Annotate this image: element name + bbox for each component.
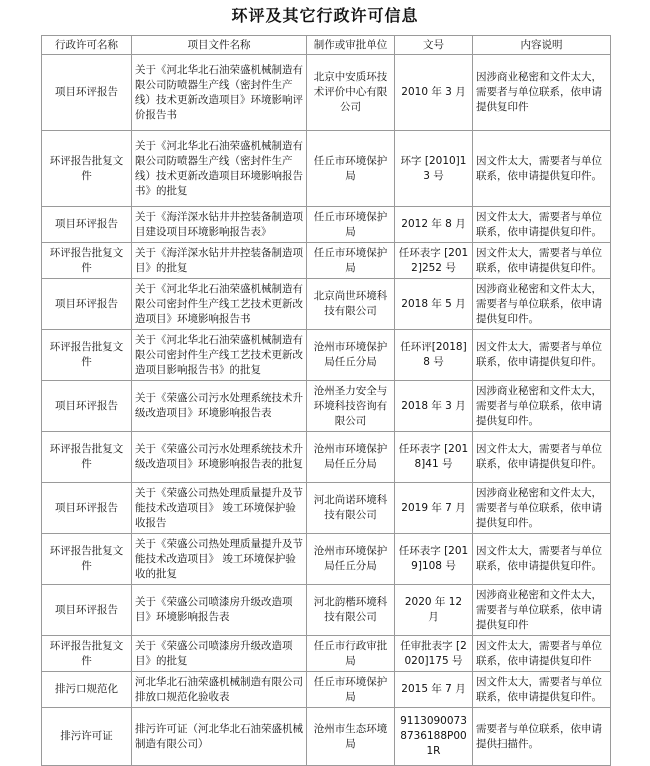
header-issuing-unit: 制作或审批单位 (307, 36, 395, 55)
project-file-cell: 关于《河北华北石油荣盛机械制造有限公司防喷器生产线（密封件生产线）技术更新改造项目》环境影响评价报告书 (132, 55, 307, 131)
issuing-unit-cell: 河北韵楷环境科技有限公司 (307, 585, 395, 636)
content-note-cell: 因涉商业秘密和文件太大，需要者与单位联系，依申请提供复印件。 (473, 279, 611, 330)
table-row (42, 708, 611, 766)
project-file-cell: 关于《河北华北石油荣盛机械制造有限公司防喷器生产线（密封件生产线）技术更新改造项目环境影响报告书》的批复 (132, 131, 307, 207)
header-permit-name: 行政许可名称 (42, 36, 132, 55)
document-number-cell: 任环评[2018]8 号 (395, 330, 473, 381)
project-file-cell: 关于《荣盛公司污水处理系统技术升级改造项目》环境影响报告表 (132, 381, 307, 432)
document-number-cell: 91130900738736188P001R (395, 708, 473, 766)
permit-name-cell: 排污许可证 (42, 708, 132, 766)
table-row (42, 55, 611, 131)
issuing-unit-cell: 河北尚诺环境科技有限公司 (307, 483, 395, 534)
content-note-cell: 因文件太大，需要者与单位联系，依申请提供复印件。 (473, 534, 611, 585)
table-row (42, 636, 611, 672)
header-content-note: 内容说明 (473, 36, 611, 55)
document-number-cell: 2012 年 8 月 (395, 207, 473, 243)
permit-table (41, 35, 611, 766)
table-row (42, 381, 611, 432)
content-note-cell: 因文件太大，需要者与单位联系，依申请提供复印件。 (473, 131, 611, 207)
permit-name-cell: 项目环评报告 (42, 55, 132, 131)
permit-name-cell: 环评报告批复文件 (42, 534, 132, 585)
table-row (42, 131, 611, 207)
document-title: 环评及其它行政许可信息 (231, 6, 419, 25)
issuing-unit-cell: 任丘市环境保护局 (307, 131, 395, 207)
permit-name-cell: 环评报告批复文件 (42, 131, 132, 207)
issuing-unit-cell: 任丘市环境保护局 (307, 243, 395, 279)
project-file-cell: 关于《海洋深水钻井井控装备制造项目》的批复 (132, 243, 307, 279)
permit-name-cell: 项目环评报告 (42, 279, 132, 330)
header-document-number: 文号 (395, 36, 473, 55)
table-row (42, 534, 611, 585)
project-file-cell: 排污许可证（河北华北石油荣盛机械制造有限公司） (132, 708, 307, 766)
permit-name-cell: 项目环评报告 (42, 207, 132, 243)
issuing-unit-cell: 沧州市生态环境局 (307, 708, 395, 766)
permit-name-cell: 环评报告批复文件 (42, 636, 132, 672)
document-number-cell: 2015 年 7 月 (395, 672, 473, 708)
document-number-cell: 2020 年 12 月 (395, 585, 473, 636)
permit-name-cell: 排污口规范化 (42, 672, 132, 708)
content-note-cell: 因文件太大，需要者与单位联系，依申请提供复印件。 (473, 330, 611, 381)
content-note-cell: 需要者与单位联系，依申请提供扫描件。 (473, 708, 611, 766)
content-note-cell: 因文件太大，需要者与单位联系，依申请提供复印件。 (473, 432, 611, 483)
permit-name-cell: 环评报告批复文件 (42, 432, 132, 483)
issuing-unit-cell: 北京中安质环技术评价中心有限公司 (307, 55, 395, 131)
issuing-unit-cell: 任丘市环境保护局 (307, 672, 395, 708)
table-row (42, 432, 611, 483)
document-number-cell: 2019 年 7 月 (395, 483, 473, 534)
table-row (42, 672, 611, 708)
table-row (42, 207, 611, 243)
table-row (42, 243, 611, 279)
content-note-cell: 因文件太大，需要者与单位联系，依申请提供复印件。 (473, 672, 611, 708)
issuing-unit-cell: 北京尚世环境科技有限公司 (307, 279, 395, 330)
permit-name-cell: 项目环评报告 (42, 381, 132, 432)
issuing-unit-cell: 沧州市环境保护局任丘分局 (307, 330, 395, 381)
table-row (42, 585, 611, 636)
project-file-cell: 关于《海洋深水钻井井控装备制造项目建设项目环境影响报告表》 (132, 207, 307, 243)
content-note-cell: 因涉商业秘密和文件太大，需要者与单位联系，依申请提供复印件。 (473, 483, 611, 534)
header-project-file: 项目文件名称 (132, 36, 307, 55)
document-number-cell: 任审批表字 [2020]175 号 (395, 636, 473, 672)
table-row (42, 330, 611, 381)
table-row (42, 279, 611, 330)
document-number-cell: 2010 年 3 月 (395, 55, 473, 131)
project-file-cell: 关于《河北华北石油荣盛机械制造有限公司密封件生产线工艺技术更新改造项目影响报告书》的批复 (132, 330, 307, 381)
permit-name-cell: 环评报告批复文件 (42, 330, 132, 381)
document-number-cell: 2018 年 3 月 (395, 381, 473, 432)
issuing-unit-cell: 沧州圣力安全与环境科技咨询有限公司 (307, 381, 395, 432)
project-file-cell: 河北华北石油荣盛机械制造有限公司排放口规范化验收表 (132, 672, 307, 708)
content-note-cell: 因文件太大，需要者与单位联系，依申请提供复印件。 (473, 207, 611, 243)
permit-name-cell: 项目环评报告 (42, 483, 132, 534)
document-number-cell: 任环表字 [2012]252 号 (395, 243, 473, 279)
permit-name-cell: 环评报告批复文件 (42, 243, 132, 279)
project-file-cell: 关于《河北华北石油荣盛机械制造有限公司密封件生产线工艺技术更新改造项目》环境影响报告书 (132, 279, 307, 330)
document-number-cell: 任环表字 [2019]108 号 (395, 534, 473, 585)
project-file-cell: 关于《荣盛公司喷漆房升级改造项目》环境影响报告表 (132, 585, 307, 636)
table-row (42, 483, 611, 534)
issuing-unit-cell: 任丘市环境保护局 (307, 207, 395, 243)
document-number-cell: 2018 年 5 月 (395, 279, 473, 330)
project-file-cell: 关于《荣盛公司污水处理系统技术升级改造项目》环境影响报告表的批复 (132, 432, 307, 483)
permit-name-cell: 项目环评报告 (42, 585, 132, 636)
project-file-cell: 关于《荣盛公司喷漆房升级改造项目》的批复 (132, 636, 307, 672)
table-header-row (42, 36, 611, 55)
content-note-cell: 因涉商业秘密和文件太大，需要者与单位联系，依申请提供复印件 (473, 55, 611, 131)
content-note-cell: 因文件太大，需要者与单位联系，依申请提供复印件。 (473, 243, 611, 279)
issuing-unit-cell: 任丘市行政审批局 (307, 636, 395, 672)
content-note-cell: 因文件太大，需要者与单位联系，依申请提供复印件 (473, 636, 611, 672)
document-number-cell: 任环表字 [2018]41 号 (395, 432, 473, 483)
issuing-unit-cell: 沧州市环境保护局任丘分局 (307, 534, 395, 585)
project-file-cell: 关于《荣盛公司热处理质量提升及节能技术改造项目》 竣工环境保护验收报告 (132, 483, 307, 534)
content-note-cell: 因涉商业秘密和文件太大，需要者与单位联系，依申请提供复印件 (473, 585, 611, 636)
document-number-cell: 环字 [2010]13 号 (395, 131, 473, 207)
content-note-cell: 因涉商业秘密和文件太大，需要者与单位联系，依申请提供复印件。 (473, 381, 611, 432)
issuing-unit-cell: 沧州市环境保护局任丘分局 (307, 432, 395, 483)
project-file-cell: 关于《荣盛公司热处理质量提升及节能技术改造项目》 竣工环境保护验收的批复 (132, 534, 307, 585)
